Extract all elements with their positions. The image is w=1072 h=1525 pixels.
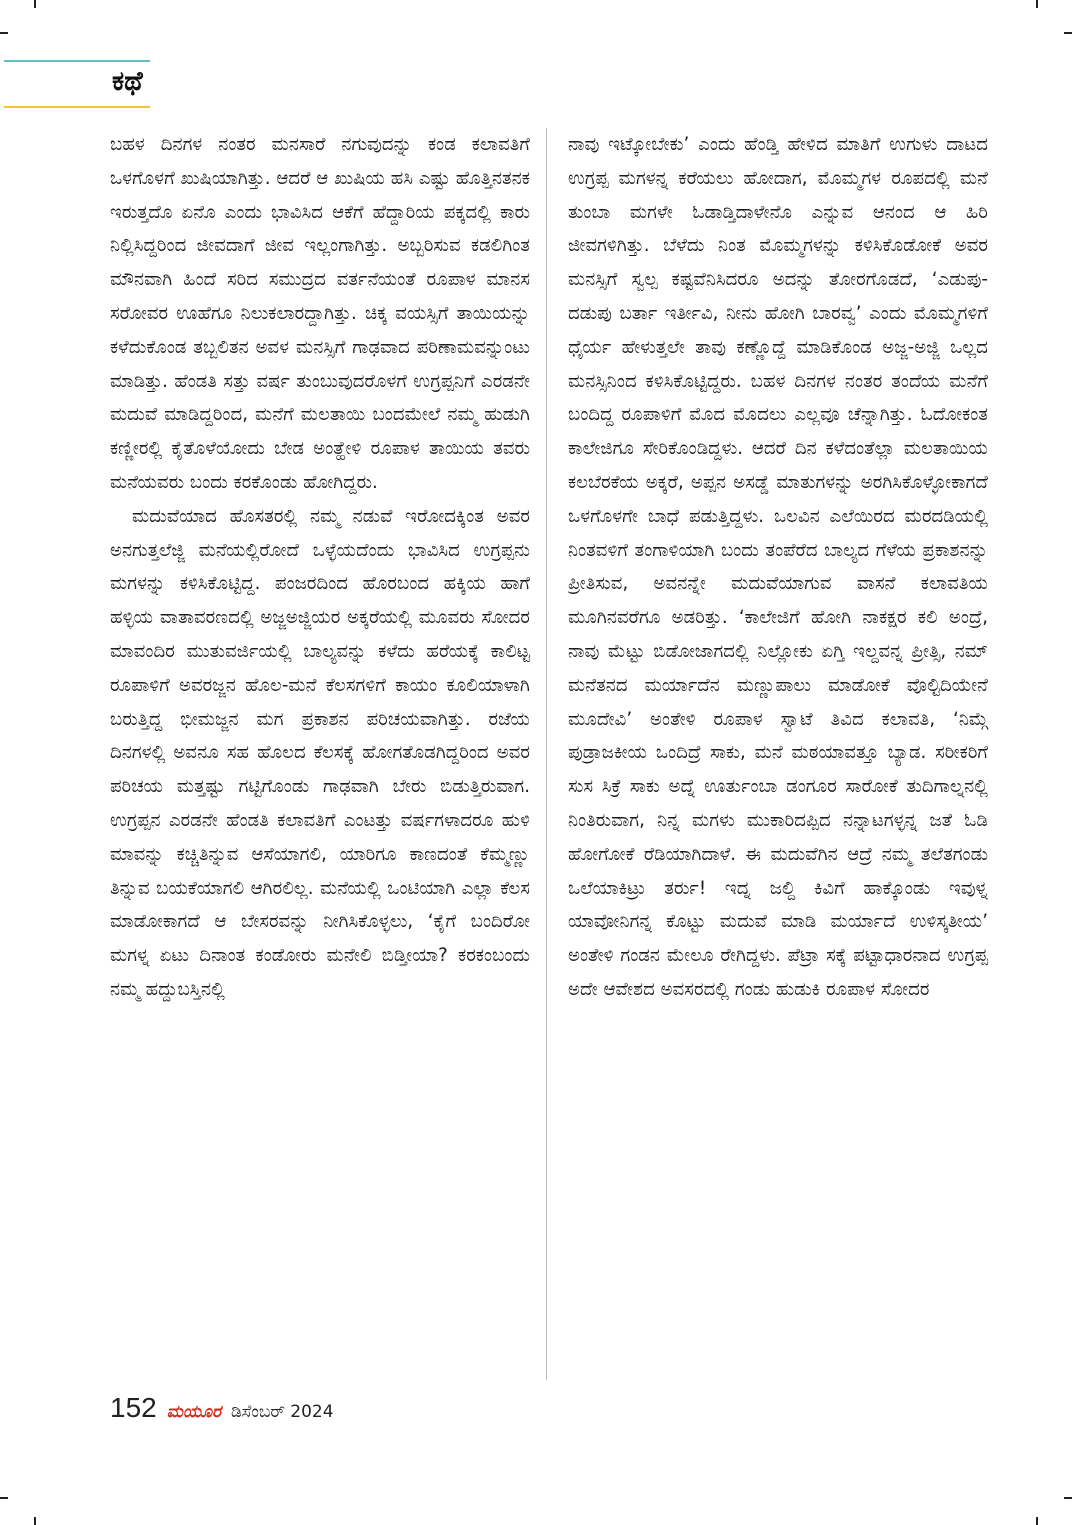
column-divider <box>546 128 547 1380</box>
paragraph: ಬಹಳ ದಿನಗಳ ನಂತರ ಮನಸಾರೆ ನಗುವುದನ್ನು ಕಂಡ ಕಲಾವತಿಗೆ ಒಳಗೊಳಗೆ ಖುಷಿಯಾಗಿತ್ತು. ಆದರೆ ಆ ಖುಷಿಯ ಹಸಿ ಎಷ್ಟು ಹೊತ್ತಿನತನಕ ಇರುತ್ತದೊ ಏನೊ ಎಂದು ಭಾವಿಸಿದ ಆಕೆಗೆ ಹೆದ್ದಾರಿಯ ಪಕ್ಕದಲ್ಲಿ ಕಾರು ನಿಲ್ಲಿಸಿದ್ದರಿಂದ ಜೀವದಾಗೆ ಜೀವ ಇಲ್ಲಂಗಾಗಿತ್ತು. ಅಬ್ಬರಿಸುವ ಕಡಲಿಗಿಂತ ಮೌನವಾಗಿ ಹಿಂದೆ ಸರಿದ ಸಮುದ್ರದ ವರ್ತನೆಯಂತೆ ರೂಪಾಳ ಮಾನಸ ಸರೋವರ ಊಹೆಗೂ ನಿಲುಕಲಾರದ್ದಾಗಿತ್ತು. ಚಿಕ್ಕ ವಯಸ್ಸಿಗೆ ತಾಯಿಯನ್ನು ಕಳೆದುಕೊಂಡ ತಬ್ಬಲಿತನ ಅವಳ ಮನಸ್ಸಿಗೆ ಗಾಢವಾದ ಪರಿಣಾಮವನ್ನುಂಟು ಮಾಡಿತ್ತು. ಹೆಂಡತಿ ಸತ್ತು ವರ್ಷ ತುಂಬುವುದರೊಳಗೆ ಉಗ್ರಪ್ಪನಿಗೆ ಎರಡನೇ ಮದುವೆ ಮಾಡಿದ್ದರಿಂದ, ಮನೆಗೆ ಮಲತಾಯಿ ಬಂದಮೇಲೆ ನಮ್ಮ ಹುಡುಗಿ ಕಣ್ಣೀರಲ್ಲಿ ಕೈತೊಳೆಯೋದು ಬೇಡ ಅಂತ್ಹೇಳಿ ರೂಪಾಳ ತಾಯಿಯ ತವರು ಮನೆಯವರು ಬಂದು ಕರಕೊಂಡು ಹೋಗಿದ್ದರು. <box>110 134 530 493</box>
crop-mark <box>1064 32 1072 34</box>
page-number: 152 <box>110 1392 157 1423</box>
section-title: ಕಥೆ <box>112 66 143 97</box>
crop-mark <box>34 0 36 8</box>
section-rule-top <box>4 60 150 62</box>
magazine-logo: ಮಯೂರ <box>166 1402 221 1422</box>
page-footer <box>110 1392 334 1426</box>
article-column-left <box>110 128 530 1007</box>
crop-mark <box>1036 0 1038 8</box>
issue-date: ಡಿಸೆಂಬರ್ 2024 <box>230 1402 334 1422</box>
paragraph: ನಾವು ಇಟ್ಕೋಬೇಕು’ ಎಂದು ಹೆಂಡ್ತಿ ಹೇಳಿದ ಮಾತಿಗೆ ಉಗುಳು ದಾಟದ ಉಗ್ರಪ್ಪ ಮಗಳನ್ನ ಕರೆಯಲು ಹೋದಾಗ, ಮೊಮ್ಮಗಳ ರೂಪದಲ್ಲಿ ಮನೆ ತುಂಬಾ ಮಗಳೇ ಓಡಾಡ್ತಿದಾಳೇನೊ ಎನ್ನುವ ಆನಂದ ಆ ಹಿರಿ ಜೀವಗಳಿಗಿತ್ತು. ಬೆಳೆದು ನಿಂತ ಮೊಮ್ಮಗಳನ್ನು ಕಳಿಸಿಕೊಡೋಕೆ ಅವರ ಮನಸ್ಸಿಗೆ ಸ್ವಲ್ಪ ಕಷ್ಟವೆನಿಸಿದರೂ ಅದನ್ನು ತೋರಗೊಡದೆ, ‘ಎಡುಪು-ದಡುಪು ಬರ್ತಾ ಇರ್ತೀವಿ, ನೀನು ಹೋಗಿ ಬಾರವ್ವ’ ಎಂದು ಮೊಮ್ಮಗಳಿಗೆ ಧೈರ್ಯ ಹೇಳುತ್ತಲೇ ತಾವು ಕಣ್ಣೊದ್ದೆ ಮಾಡಿಕೊಂಡ ಅಜ್ಜ-ಅಜ್ಜಿ ಒಲ್ಲದ ಮನಸ್ಸಿನಿಂದ ಕಳಿಸಿಕೊಟ್ಟಿದ್ದರು. ಬಹಳ ದಿನಗಳ ನಂತರ ತಂದೆಯ ಮನೆಗೆ ಬಂದಿದ್ದ ರೂಪಾಳಿಗೆ ಮೊದ ಮೊದಲು ಎಲ್ಲವೂ ಚೆನ್ನಾಗಿತ್ತು. ಓದೋಕಂತ ಕಾಲೇಜಿಗೂ ಸೇರಿಕೊಂಡಿದ್ದಳು. ಆದರೆ ದಿನ ಕಳೆದಂತೆಲ್ಲಾ ಮಲತಾಯಿಯ ಕಲಬೆರಕೆಯ ಅಕ್ಕರೆ, ಅಪ್ಪನ ಅಸಡ್ಡೆ ಮಾತುಗಳನ್ನು ಅರಗಿಸಿಕೊಳ್ಳೋಕಾಗದೆ ಒಳಗೊಳಗೇ ಬಾಧೆ ಪಡುತ್ತಿದ್ದಳು. ಒಲವಿನ ಎಲೆಯಿರದ ಮರದಡಿಯಲ್ಲಿ ನಿಂತವಳಿಗೆ ತಂಗಾಳಿಯಾಗಿ ಬಂದು ತಂಪೆರೆದ ಬಾಲ್ಯದ ಗೆಳೆಯ ಪ್ರಕಾಶನನ್ನು ಪ್ರೀತಿಸುವ, ಅವನನ್ನೇ ಮದುವೆಯಾಗುವ ವಾಸನೆ ಕಲಾವತಿಯ ಮೂಗಿನವರೆಗೂ ಅಡರಿತ್ತು. ‘ಕಾಲೇಜಿಗೆ ಹೋಗಿ ನಾಕಕ್ಷರ ಕಲಿ ಅಂದ್ರೆ, ನಾವು ಮೆಟ್ಟು ಬಿಡೋಜಾಗದಲ್ಲಿ ನಿಲ್ಲೋಕು ಏಗ್ತಿ ಇಲ್ದವನ್ನ ಪ್ರೀತ್ಸಿ, ನಮ್ ಮನೆತನದ ಮರ್ಯಾದೆನ ಮಣ್ಣುಪಾಲು ಮಾಡೋಕೆ ವೊಲ್ಟಿದಿಯೇನೆ ಮೂದೇವಿ’ ಅಂತೇಳಿ ರೂಪಾಳ ಸ್ವಾಟೆ ತಿವಿದ ಕಲಾವತಿ, ‘ನಿಮ್ಗೆ ಪುಡ್ರಾಜಕೀಯ ಒಂದಿದ್ರೆ ಸಾಕು, ಮನೆ ಮಠಯಾವತ್ತೂ ಬ್ಯಾಡ. ಸರೀಕರಿಗೆ ಸುಸ ಸಿಕ್ರೆ ಸಾಕು ಅದ್ನೆ ಊರ್ತುಂಬಾ ಡಂಗೂರ ಸಾರೋಕೆ ತುದಿಗಾಲ್ನನಲ್ಲಿ ನಿಂತಿರುವಾಗ, ನಿನ್ನ ಮಗಳು ಮುಕಾರಿದಪ್ಪಿದ ನನ್ನಾಟಗಳ್ಳನ್ನ ಜತೆ ಓಡಿ ಹೋಗೋಕೆ ರೆಡಿಯಾಗಿದಾಳೆ. ಈ ಮದುವೆಗಿನ ಆದ್ರೆ ನಮ್ಮ ತಲೆತಗಂಡು ಒಲೆಯಾಕಿಟ್ರು ತರ್ರು! ಇದ್ನ ಜಲ್ದಿ ಕಿವಿಗೆ ಹಾಕ್ಕೊಂಡು ಇವುಳ್ನ ಯಾವೋನಿಗನ್ನ ಕೊಟ್ಟು ಮದುವೆ ಮಾಡಿ ಮರ್ಯಾದೆ ಉಳಿಸ್ಕತೀಯ’ ಅಂತೇಳಿ ಗಂಡನ ಮೇಲೂ ರೇಗಿದ್ದಳು. ಪೆಟ್ರಾ ಸಕ್ಕೆ ಪಟ್ಟಾಧಾರನಾದ ಉಗ್ರಪ್ಪ ಅದೇ ಆವೇಶದ ಅವಸರದಲ್ಲಿ ಗಂಡು ಹುಡುಕಿ ರೂಪಾಳ ಸೋದರ <box>568 134 988 1000</box>
crop-mark <box>34 1517 36 1525</box>
crop-mark <box>0 1497 8 1499</box>
crop-mark <box>0 32 8 34</box>
section-rule-bottom <box>4 106 150 108</box>
paragraph: ಮದುವೆಯಾದ ಹೊಸತರಲ್ಲಿ ನಮ್ಮ ನಡುವೆ ಇರೋದಕ್ಕಿಂತ ಅವರ ಅನಗುತ್ತಲೆಜ್ಜಿ ಮನೆಯಲ್ಲಿರೋದೆ ಒಳ್ಳೆಯದೆಂದು ಭಾವಿಸಿದ ಉಗ್ರಪ್ಪನು ಮಗಳನ್ನು ಕಳಿಸಿಕೊಟ್ಟಿದ್ದ. ಪಂಜರದಿಂದ ಹೊರಬಂದ ಹಕ್ಕಿಯ ಹಾಗೆ ಹಳ್ಳಿಯ ವಾತಾವರಣದಲ್ಲಿ ಅಜ್ಜಅಜ್ಜಿಯರ ಅಕ್ಕರೆಯಲ್ಲಿ ಮೂವರು ಸೋದರ ಮಾವಂದಿರ ಮುತುವರ್ಜಿಯಲ್ಲಿ ಬಾಲ್ಯವನ್ನು ಕಳೆದು ಹರೆಯಕ್ಕೆ ಕಾಲಿಟ್ಟ ರೂಪಾಳಿಗೆ ಅವರಜ್ಜನ ಹೊಲ-ಮನೆ ಕೆಲಸಗಳಿಗೆ ಕಾಯಂ ಕೂಲಿಯಾಳಾಗಿ ಬರುತ್ತಿದ್ದ ಭೀಮಜ್ಜನ ಮಗ ಪ್ರಕಾಶನ ಪರಿಚಯವಾಗಿತ್ತು. ರಜೆಯ ದಿನಗಳಲ್ಲಿ ಅವನೂ ಸಹ ಹೊಲದ ಕೆಲಸಕ್ಕೆ ಹೋಗತೊಡಗಿದ್ದರಿಂದ ಅವರ ಪರಿಚಯ ಮತ್ತಷ್ಟು ಗಟ್ಟಿಗೊಂಡು ಗಾಢವಾಗಿ ಬೇರು ಬಿಡುತ್ತಿರುವಾಗ. ಉಗ್ರಪ್ಪನ ಎರಡನೇ ಹೆಂಡತಿ ಕಲಾವತಿಗೆ ಎಂಟತ್ತು ವರ್ಷಗಳಾದರೂ ಹುಳಿ ಮಾವನ್ನು ಕಚ್ಚಿತಿನ್ನುವ ಆಸೆಯಾಗಲಿ, ಯಾರಿಗೂ ಕಾಣದಂತೆ ಕೆಮ್ಮಣ್ಣು ತಿನ್ನುವ ಬಯಕೆಯಾಗಲಿ ಆಗಿರಲಿಲ್ಲ. ಮನೆಯಲ್ಲಿ ಒಂಟಿಯಾಗಿ ಎಲ್ಲಾ ಕೆಲಸ ಮಾಡೋಕಾಗದೆ ಆ ಬೇಸರವನ್ನು ನೀಗಿಸಿಕೊಳ್ಳಲು, ‘ಕೈಗೆ ಬಂದಿರೋ ಮಗಳ್ನ ಏಟು ದಿನಾಂತ ಕಂಡೋರು ಮನೇಲಿ ಬಿಡ್ತೀಯಾ? ಕರಕಂಬಂದು ನಮ್ಮ ಹದ್ದುಬಸ್ತಿನಲ್ಲಿ <box>110 505 530 1000</box>
article-column-right <box>568 128 988 1007</box>
crop-mark <box>1064 1497 1072 1499</box>
crop-mark <box>1036 1517 1038 1525</box>
